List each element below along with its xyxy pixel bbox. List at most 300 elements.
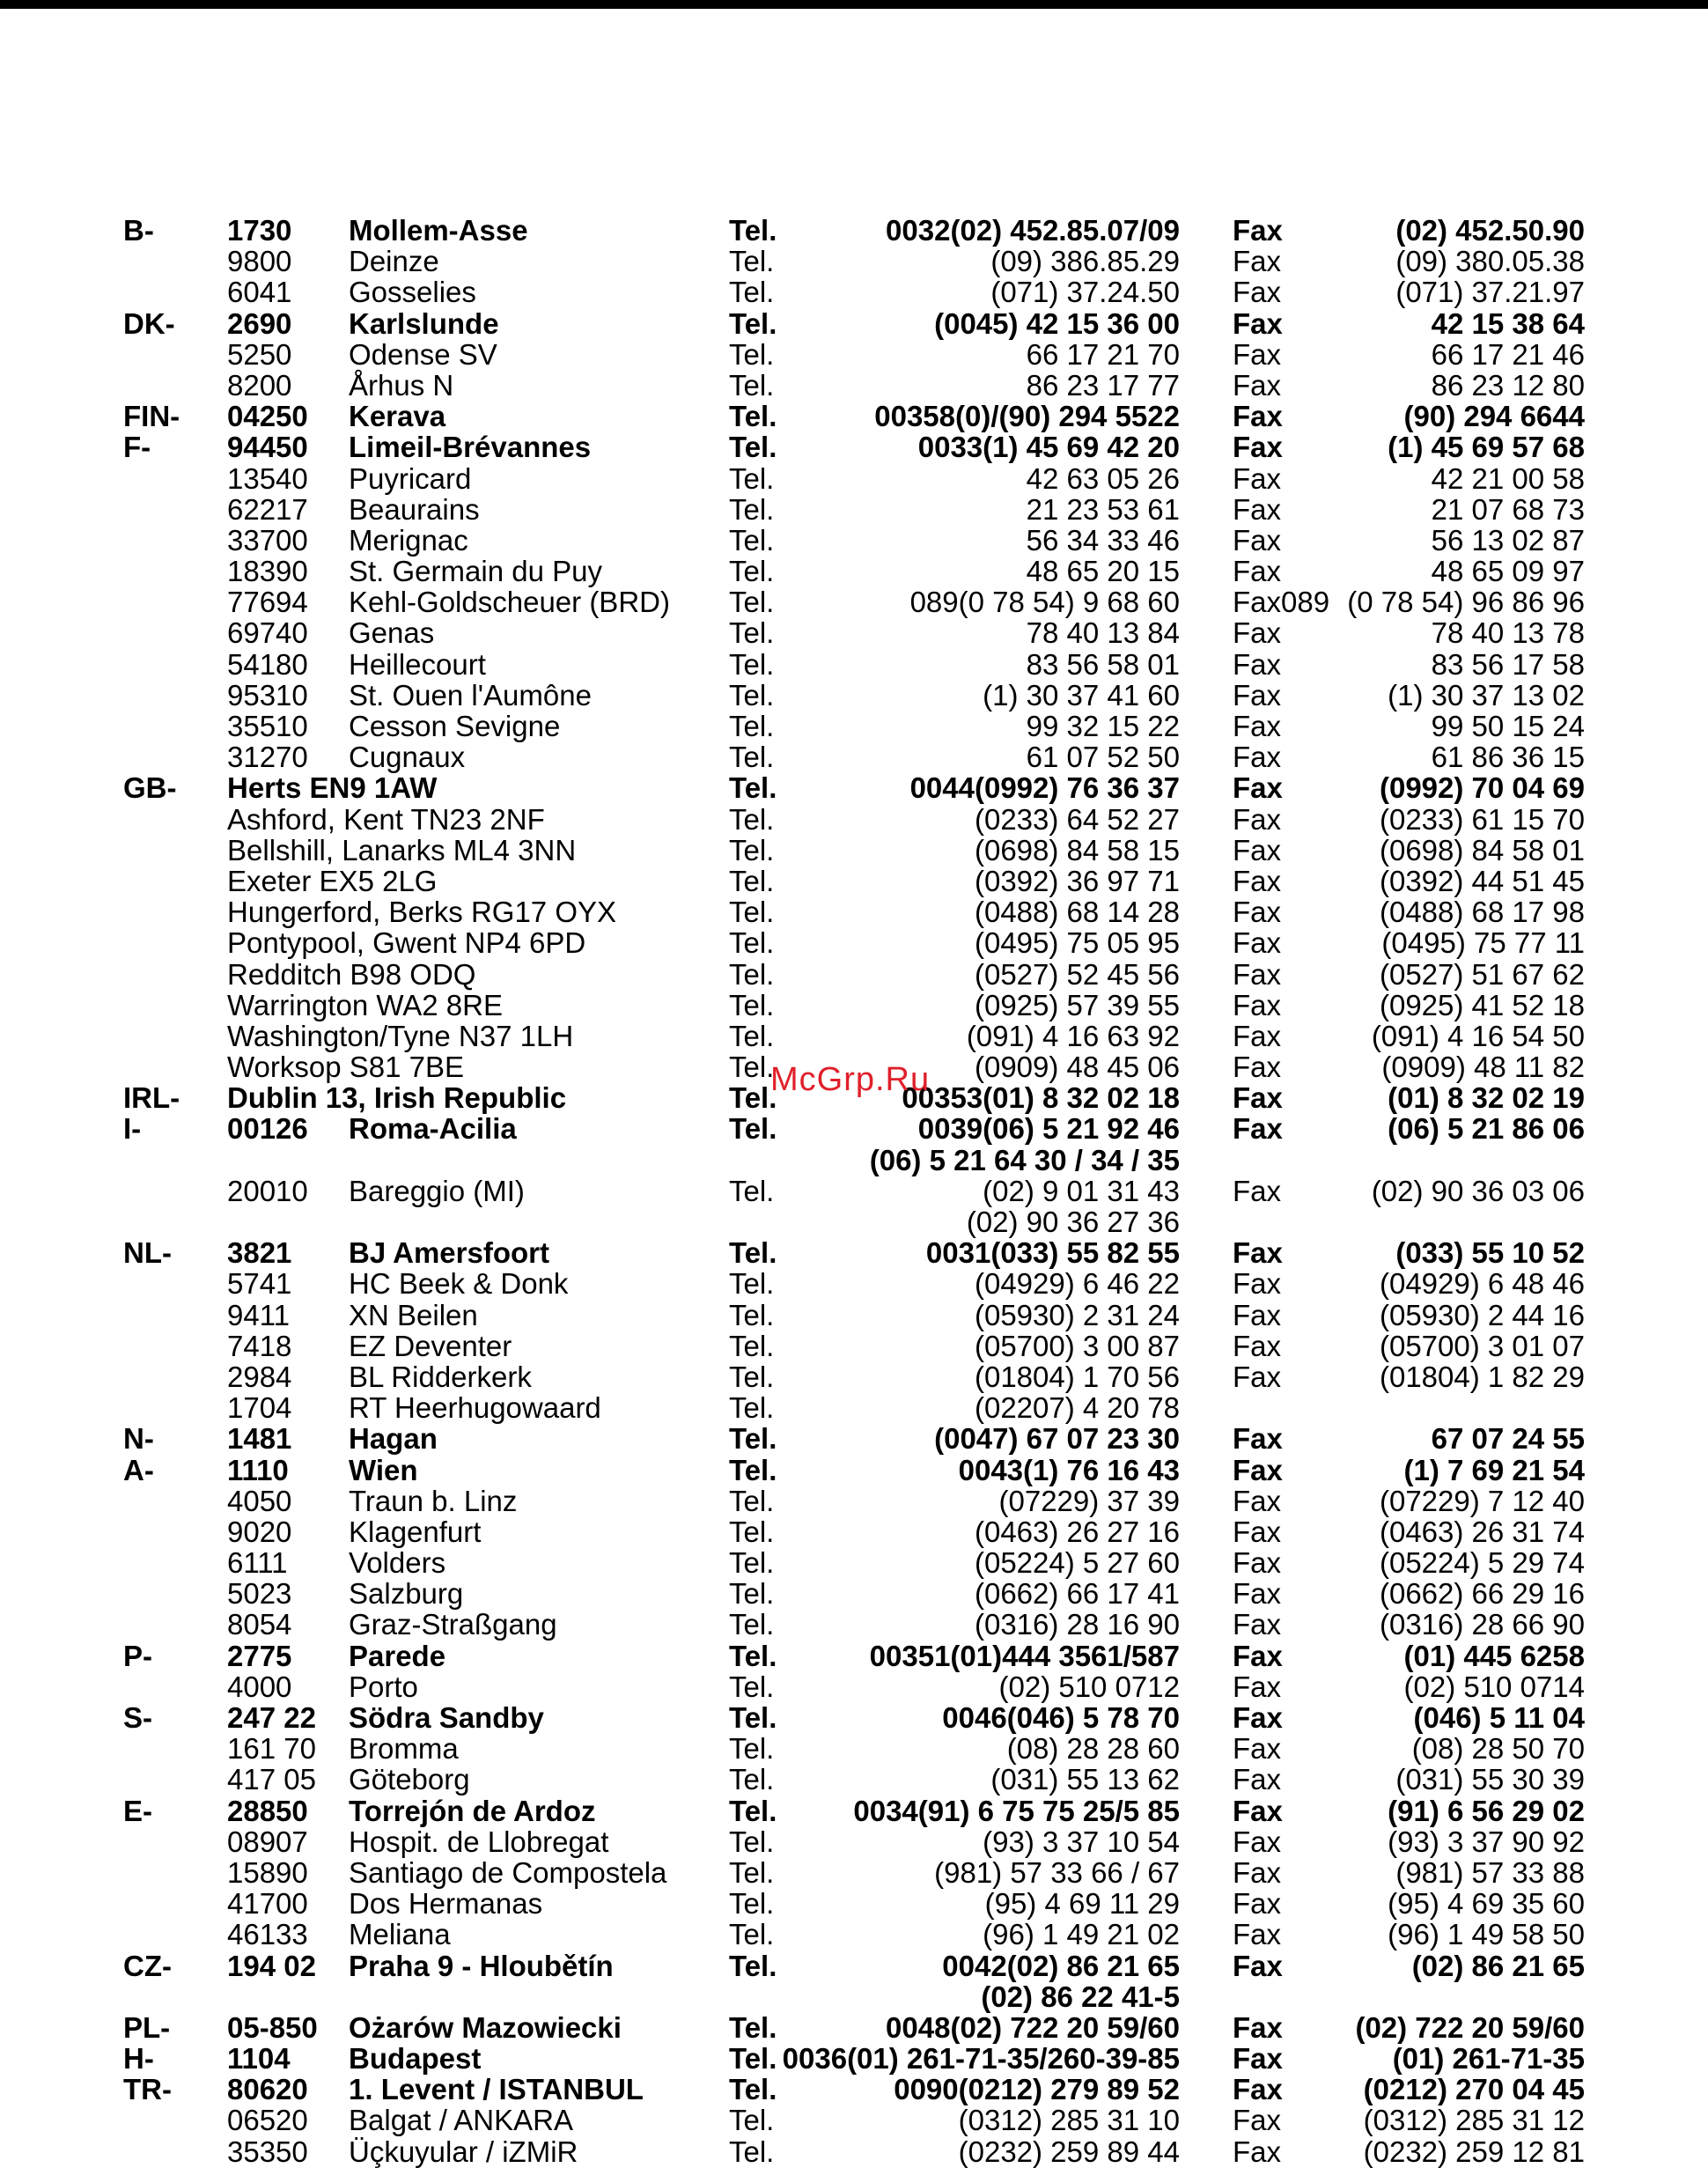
tel-label: Tel. <box>729 1701 777 1734</box>
tel-number: (02207) 4 20 78 <box>974 1391 1180 1425</box>
city-name: Warrington WA2 8RE <box>227 988 503 1021</box>
postal-code: 8054 <box>227 1608 292 1641</box>
country-code: P- <box>123 1639 152 1672</box>
city-name: Torrejón de Ardoz <box>349 1794 596 1827</box>
address-list <box>0 215 1708 2167</box>
postal-code: 161 70 <box>227 1732 316 1766</box>
postal-code: 94450 <box>227 431 308 464</box>
tel-label: Tel. <box>729 1639 777 1672</box>
fax-number: (1) 30 37 13 02 <box>1388 678 1585 712</box>
postal-code: 9800 <box>227 245 292 278</box>
postal-code: 7418 <box>227 1329 292 1362</box>
country-code: H- <box>123 2042 154 2076</box>
list-item <box>0 835 1708 866</box>
city-name: Beaurains <box>349 492 480 526</box>
country-code: GB- <box>123 771 177 805</box>
fax-number: (033) 55 10 52 <box>1395 1236 1585 1270</box>
list-item <box>0 772 1708 803</box>
tel-number: 66 17 21 70 <box>1026 337 1180 371</box>
fax-label: Fax <box>1233 1887 1282 1921</box>
city-name: Göteborg <box>349 1763 470 1796</box>
city-name: Odense SV <box>349 337 497 371</box>
postal-code: 194 02 <box>227 1949 316 1982</box>
list-item <box>0 1237 1708 1268</box>
city-name: BL Ridderkerk <box>349 1360 532 1393</box>
postal-code: 5250 <box>227 337 292 371</box>
tel-number: (0316) 28 16 90 <box>974 1608 1180 1641</box>
fax-label: Fax <box>1233 957 1282 991</box>
list-item <box>0 990 1708 1021</box>
tel-label: Tel. <box>729 2104 775 2137</box>
city-name: Üçkuyular / iZMiR <box>349 2135 578 2168</box>
postal-code: 9411 <box>227 1298 290 1331</box>
tel-label: Tel. <box>729 2010 777 2044</box>
fax-label: Fax <box>1233 306 1283 340</box>
city-name: Puyricard <box>349 461 472 495</box>
fax-label: Fax <box>1233 245 1282 278</box>
fax-label: Fax <box>1233 710 1282 742</box>
city-name: Roma-Acilia <box>349 1112 517 1146</box>
city-name: Dos Hermanas <box>349 1887 543 1921</box>
list-item <box>0 556 1708 586</box>
tel-label: Tel. <box>729 1794 777 1827</box>
list-item <box>0 370 1708 401</box>
fax-label: Fax <box>1233 2104 1282 2137</box>
fax-label: Fax <box>1233 864 1282 897</box>
tel-label: Tel. <box>729 276 775 309</box>
fax-label: Fax <box>1233 523 1282 557</box>
city-name: Exeter EX5 2LG <box>227 864 438 897</box>
tel-number: (0495) 75 05 95 <box>974 926 1180 960</box>
tel-number: (05224) 5 27 60 <box>974 1546 1180 1580</box>
tel-label: Tel. <box>729 864 775 897</box>
fax-label: Fax <box>1233 214 1283 247</box>
list-item <box>0 277 1708 307</box>
fax-label: Fax <box>1233 1701 1283 1734</box>
tel-label: Tel. <box>729 337 775 371</box>
city-name: Parede <box>349 1639 446 1672</box>
tel-label: Tel. <box>729 461 775 495</box>
fax-number: (02) 86 21 65 <box>1411 1949 1585 1982</box>
city-name: Washington/Tyne N37 1LH <box>227 1019 574 1052</box>
fax-number: 66 17 21 46 <box>1431 337 1585 371</box>
fax-number: (1) 45 69 57 68 <box>1388 431 1585 464</box>
tel-number: (0045) 42 15 36 00 <box>934 306 1180 340</box>
tel-label: Tel. <box>729 1887 775 1921</box>
city-name: Hospit. de Llobregat <box>349 1825 609 1858</box>
city-name: Heillecourt <box>349 647 486 681</box>
city-name: Hungerford, Berks RG17 OYX <box>227 896 617 929</box>
postal-code: 35510 <box>227 710 308 742</box>
tel-label: Tel. <box>729 926 775 960</box>
fax-label: Fax <box>1233 555 1282 588</box>
tel-number: (95) 4 69 11 29 <box>984 1887 1180 1921</box>
tel-number: (0925) 57 39 55 <box>974 988 1180 1021</box>
fax-label: Fax <box>1233 1329 1282 1362</box>
tel-number: 99 32 15 22 <box>1026 710 1180 742</box>
tel-number: 0031(033) 55 82 55 <box>925 1236 1180 1270</box>
city-name: Klagenfurt <box>349 1515 482 1548</box>
postal-code: 247 22 <box>227 1701 316 1734</box>
list-item <box>0 649 1708 680</box>
fax-label: Fax <box>1233 1019 1282 1052</box>
tel-label: Tel. <box>729 306 777 340</box>
tel-number: (01804) 1 70 56 <box>974 1360 1180 1393</box>
city-name: BJ Amersfoort <box>349 1236 549 1270</box>
fax-label: Fax <box>1233 1608 1282 1641</box>
postal-code: 8200 <box>227 368 292 402</box>
fax-number: 61 86 36 15 <box>1431 741 1585 774</box>
fax-number: (05930) 2 44 16 <box>1379 1298 1585 1331</box>
tel-label: Tel. <box>729 555 775 588</box>
postal-code: 15890 <box>227 1855 308 1889</box>
list-item <box>0 1641 1708 1671</box>
tel-number: (0698) 84 58 15 <box>974 833 1180 866</box>
tel-number: (02) 86 22 41-5 <box>981 1980 1180 2013</box>
tel-number: (0233) 64 52 27 <box>974 802 1180 836</box>
fax-number: 42 15 38 64 <box>1431 306 1585 340</box>
fax-number: (02) 722 20 59/60 <box>1355 2010 1585 2044</box>
tel-number: (02) 510 0712 <box>998 1670 1180 1703</box>
postal-code: 80620 <box>227 2073 308 2106</box>
list-item <box>0 308 1708 339</box>
list-item <box>0 586 1708 617</box>
list-item <box>0 1578 1708 1609</box>
tel-number: 86 23 17 77 <box>1026 368 1180 402</box>
tel-number: (1) 30 37 41 60 <box>983 678 1180 712</box>
fax-label: Fax <box>1233 1081 1283 1115</box>
list-item <box>0 494 1708 525</box>
list-item <box>0 1919 1708 1950</box>
tel-number: (0527) 52 45 56 <box>974 957 1180 991</box>
list-item <box>0 2043 1708 2074</box>
tel-label: Tel. <box>729 1453 777 1486</box>
postal-code: 31270 <box>227 741 308 774</box>
tel-number: (0662) 66 17 41 <box>974 1577 1180 1611</box>
fax-number: 42 21 00 58 <box>1431 461 1585 495</box>
tel-number: (02) 9 01 31 43 <box>983 1174 1180 1207</box>
tel-label: Tel. <box>729 678 775 712</box>
tel-number: (06) 5 21 64 30 / 34 / 35 <box>869 1143 1180 1176</box>
country-code: NL- <box>123 1236 172 1270</box>
tel-label: Tel. <box>729 1855 775 1889</box>
list-item <box>0 959 1708 990</box>
fax-label: Fax <box>1233 461 1282 495</box>
tel-label: Tel. <box>729 1515 775 1548</box>
tel-label: Tel. <box>729 1608 775 1641</box>
city-name: St. Ouen l'Aumône <box>349 678 592 712</box>
list-item <box>0 215 1708 246</box>
tel-label: Tel. <box>729 1019 775 1052</box>
tel-number: (031) 55 13 62 <box>990 1763 1180 1796</box>
fax-label: Fax <box>1233 1174 1282 1207</box>
tel-number: (07229) 37 39 <box>998 1484 1180 1517</box>
postal-code: 3821 <box>227 1236 292 1270</box>
list-item <box>0 741 1708 772</box>
tel-label: Tel. <box>729 710 775 742</box>
fax-number: (1) 7 69 21 54 <box>1403 1453 1585 1486</box>
fax-number: (93) 3 37 90 92 <box>1388 1825 1585 1858</box>
country-code: FIN- <box>123 400 180 433</box>
tel-label: Tel. <box>729 1825 775 1858</box>
fax-label: Fax <box>1233 1763 1282 1796</box>
postal-code: 1481 <box>227 1422 292 1456</box>
fax-number: 78 40 13 78 <box>1431 616 1585 650</box>
fax-number: 83 56 17 58 <box>1431 647 1585 681</box>
fax-number: (01) 445 6258 <box>1403 1639 1585 1672</box>
tel-number: 61 07 52 50 <box>1026 741 1180 774</box>
tel-number: 78 40 13 84 <box>1026 616 1180 650</box>
fax-label: Fax <box>1233 802 1282 836</box>
list-item <box>0 617 1708 648</box>
tel-label: Tel. <box>729 1236 777 1270</box>
tel-label: Tel. <box>729 1422 777 1456</box>
fax-label: Fax <box>1233 741 1282 774</box>
fax-number: 56 13 02 87 <box>1431 523 1585 557</box>
tel-number: (04929) 6 46 22 <box>974 1267 1180 1301</box>
tel-number: (981) 57 33 66 / 67 <box>934 1855 1180 1889</box>
country-code: IRL- <box>123 1081 180 1115</box>
city-name: Limeil-Brévannes <box>349 431 592 464</box>
city-name: Traun b. Linz <box>349 1484 518 1517</box>
postal-code: 2984 <box>227 1360 292 1393</box>
tel-number: 0046(046) 5 78 70 <box>942 1701 1180 1734</box>
city-name: EZ Deventer <box>349 1329 512 1362</box>
tel-label: Tel. <box>729 523 775 557</box>
list-item <box>0 2012 1708 2043</box>
fax-label: Fax <box>1233 1855 1282 1889</box>
tel-number: (0488) 68 14 28 <box>974 896 1180 929</box>
city-name: 1. Levent / ISTANBUL <box>349 2073 644 2106</box>
country-code: N- <box>123 1422 154 1456</box>
tel-number: 0043(1) 76 16 43 <box>958 1453 1180 1486</box>
postal-code: 6041 <box>227 276 292 309</box>
city-name: XN Beilen <box>349 1298 478 1331</box>
list-item <box>0 1361 1708 1392</box>
city-name: Herts EN9 1AW <box>227 771 438 805</box>
fax-label: Fax <box>1233 1918 1282 1951</box>
postal-code: 5023 <box>227 1577 292 1611</box>
fax-label: Fax <box>1233 1112 1283 1146</box>
list-item <box>0 2136 1708 2167</box>
tel-label: Tel. <box>729 214 777 247</box>
tel-label: Tel. <box>729 1577 775 1611</box>
city-name: Bellshill, Lanarks ML4 3NN <box>227 833 577 866</box>
tel-number: 0044(0992) 76 36 37 <box>909 771 1180 805</box>
city-name: HC Beek & Donk <box>349 1267 569 1301</box>
fax-number: (05224) 5 29 74 <box>1379 1546 1585 1580</box>
fax-number: (091) 4 16 54 50 <box>1371 1019 1585 1052</box>
fax-number: (02) 452.50.90 <box>1395 214 1585 247</box>
fax-number: (0909) 48 11 82 <box>1381 1051 1585 1084</box>
fax-label: Fax <box>1233 771 1283 805</box>
list-item <box>0 1826 1708 1857</box>
fax-number: (01804) 1 82 29 <box>1379 1360 1585 1393</box>
list-item <box>0 1145 1708 1176</box>
postal-code: 4000 <box>227 1670 292 1703</box>
tel-label: Tel. <box>729 1298 775 1331</box>
tel-number: 56 34 33 46 <box>1026 523 1180 557</box>
city-name: Bareggio (MI) <box>349 1174 525 1207</box>
list-item <box>0 1609 1708 1640</box>
tel-label: Tel. <box>729 1112 777 1146</box>
list-item <box>0 1021 1708 1051</box>
tel-number: 00358(0)/(90) 294 5522 <box>874 400 1180 433</box>
country-code: I- <box>123 1112 142 1146</box>
city-name: Gosselies <box>349 276 476 309</box>
list-item <box>0 1455 1708 1486</box>
postal-code: 6111 <box>227 1546 288 1580</box>
list-item <box>0 1671 1708 1702</box>
fax-label: Fax <box>1233 431 1283 464</box>
postal-code: 35350 <box>227 2135 308 2168</box>
tel-number: 21 23 53 61 <box>1026 492 1180 526</box>
postal-code: 33700 <box>227 523 308 557</box>
postal-code: 95310 <box>227 678 308 712</box>
city-name: Volders <box>349 1546 446 1580</box>
fax-label: Fax <box>1233 1825 1282 1858</box>
fax-label: Fax <box>1233 833 1282 866</box>
tel-label: Tel. <box>729 245 775 278</box>
list-item <box>0 866 1708 896</box>
tel-number: 0033(1) 45 69 42 20 <box>917 431 1180 464</box>
fax-number: (91) 6 56 29 02 <box>1388 1794 1585 1827</box>
list-item <box>0 1176 1708 1206</box>
list-item <box>0 1547 1708 1578</box>
postal-code: 1704 <box>227 1391 292 1425</box>
fax-number: (0463) 26 31 74 <box>1379 1515 1585 1548</box>
list-item <box>0 1392 1708 1423</box>
postal-code: 05-850 <box>227 2010 318 2044</box>
tel-label: Tel. <box>729 896 775 929</box>
fax-label: Fax <box>1233 1794 1283 1827</box>
country-code: DK- <box>123 306 175 340</box>
tel-label: Tel. <box>729 647 775 681</box>
tel-number: (0392) 36 97 71 <box>974 864 1180 897</box>
city-name: Worksop S81 7BE <box>227 1051 465 1084</box>
fax-label: Fax <box>1233 337 1282 371</box>
tel-label: Tel. <box>729 1174 775 1207</box>
city-name: Hagan <box>349 1422 438 1456</box>
fax-label: Fax <box>1233 1639 1283 1672</box>
list-item <box>0 1423 1708 1454</box>
tel-label: Tel. <box>729 1484 775 1517</box>
fax-label: Fax <box>1233 2073 1283 2106</box>
fax-label: Fax <box>1233 1236 1283 1270</box>
tel-label: Tel. <box>729 1051 775 1084</box>
postal-code: 69740 <box>227 616 308 650</box>
city-name: Cugnaux <box>349 741 466 774</box>
fax-label: Fax <box>1233 2042 1283 2076</box>
country-code: F- <box>123 431 151 464</box>
fax-label: Fax <box>1233 1515 1282 1548</box>
city-name: Cesson Sevigne <box>349 710 561 742</box>
fax-label: Fax <box>1233 988 1282 1021</box>
fax-label: Fax <box>1233 2135 1282 2168</box>
fax-label: Fax <box>1233 276 1282 309</box>
city-name: Wien <box>349 1453 418 1486</box>
fax-number: (04929) 6 48 46 <box>1379 1267 1585 1301</box>
postal-code: 5741 <box>227 1267 292 1301</box>
fax-number: (08) 28 50 70 <box>1411 1732 1585 1766</box>
list-item <box>0 401 1708 431</box>
tel-number: (08) 28 28 60 <box>1006 1732 1180 1766</box>
tel-label: Tel. <box>729 957 775 991</box>
list-item <box>0 1702 1708 1733</box>
postal-code: 04250 <box>227 400 308 433</box>
list-item <box>0 2105 1708 2135</box>
tel-label: Tel. <box>729 771 777 805</box>
fax-label: Fax089 <box>1233 586 1330 619</box>
postal-code: 2775 <box>227 1639 292 1672</box>
tel-label: Tel. <box>729 2073 777 2106</box>
city-name: St. Germain du Puy <box>349 555 602 588</box>
tel-label: Tel. <box>729 741 775 774</box>
city-name: Kerava <box>349 400 446 433</box>
fax-number: (07229) 7 12 40 <box>1379 1484 1585 1517</box>
fax-label: Fax <box>1233 1546 1282 1580</box>
fax-number: (95) 4 69 35 60 <box>1388 1887 1585 1921</box>
fax-number: (0233) 61 15 70 <box>1379 802 1585 836</box>
list-item <box>0 2074 1708 2105</box>
tel-label: Tel. <box>729 1763 775 1796</box>
city-name: Södra Sandby <box>349 1701 544 1734</box>
city-name: Deinze <box>349 245 439 278</box>
tel-label: Tel. <box>729 2042 777 2076</box>
fax-number: (02) 510 0714 <box>1403 1670 1585 1703</box>
fax-label: Fax <box>1233 492 1282 526</box>
fax-number: (0312) 285 31 12 <box>1363 2104 1585 2137</box>
list-item <box>0 1764 1708 1795</box>
tel-label: Tel. <box>729 492 775 526</box>
tel-label: Tel. <box>729 2135 775 2168</box>
tel-number: (0047) 67 07 23 30 <box>934 1422 1180 1456</box>
city-name: Porto <box>349 1670 418 1703</box>
tel-label: Tel. <box>729 1267 775 1301</box>
tel-number: (0312) 285 31 10 <box>958 2104 1180 2137</box>
fax-number: (981) 57 33 88 <box>1395 1855 1585 1889</box>
fax-number: (071) 37.21.97 <box>1395 276 1585 309</box>
postal-code: 13540 <box>227 461 308 495</box>
fax-number: 67 07 24 55 <box>1431 1422 1585 1456</box>
postal-code: 4050 <box>227 1484 292 1517</box>
tel-label: Tel. <box>729 1546 775 1580</box>
city-name: Dublin 13, Irish Republic <box>227 1081 567 1115</box>
list-item <box>0 339 1708 370</box>
tel-number: (05930) 2 31 24 <box>974 1298 1180 1331</box>
list-item <box>0 463 1708 494</box>
tel-label: Tel. <box>729 1360 775 1393</box>
fax-number: (0495) 75 77 11 <box>1381 926 1585 960</box>
tel-label: Tel. <box>729 400 777 433</box>
tel-label: Tel. <box>729 1918 775 1951</box>
country-code: E- <box>123 1794 152 1827</box>
city-name: Kehl-Goldscheuer (BRD) <box>349 586 670 619</box>
postal-code: 18390 <box>227 555 308 588</box>
postal-code: 2690 <box>227 306 292 340</box>
tel-number: 0036(01) 261-71-35/260-39-85 <box>782 2042 1180 2076</box>
city-name: Salzburg <box>349 1577 464 1611</box>
fax-number: (0392) 44 51 45 <box>1379 864 1585 897</box>
top-border <box>0 0 1708 9</box>
tel-number: (05700) 3 00 87 <box>974 1329 1180 1362</box>
fax-number: (01) 8 32 02 19 <box>1388 1081 1585 1115</box>
tel-label: Tel. <box>729 616 775 650</box>
fax-number: (90) 294 6644 <box>1403 400 1585 433</box>
fax-label: Fax <box>1233 2010 1283 2044</box>
tel-label: Tel. <box>729 802 775 836</box>
list-item <box>0 1888 1708 1919</box>
